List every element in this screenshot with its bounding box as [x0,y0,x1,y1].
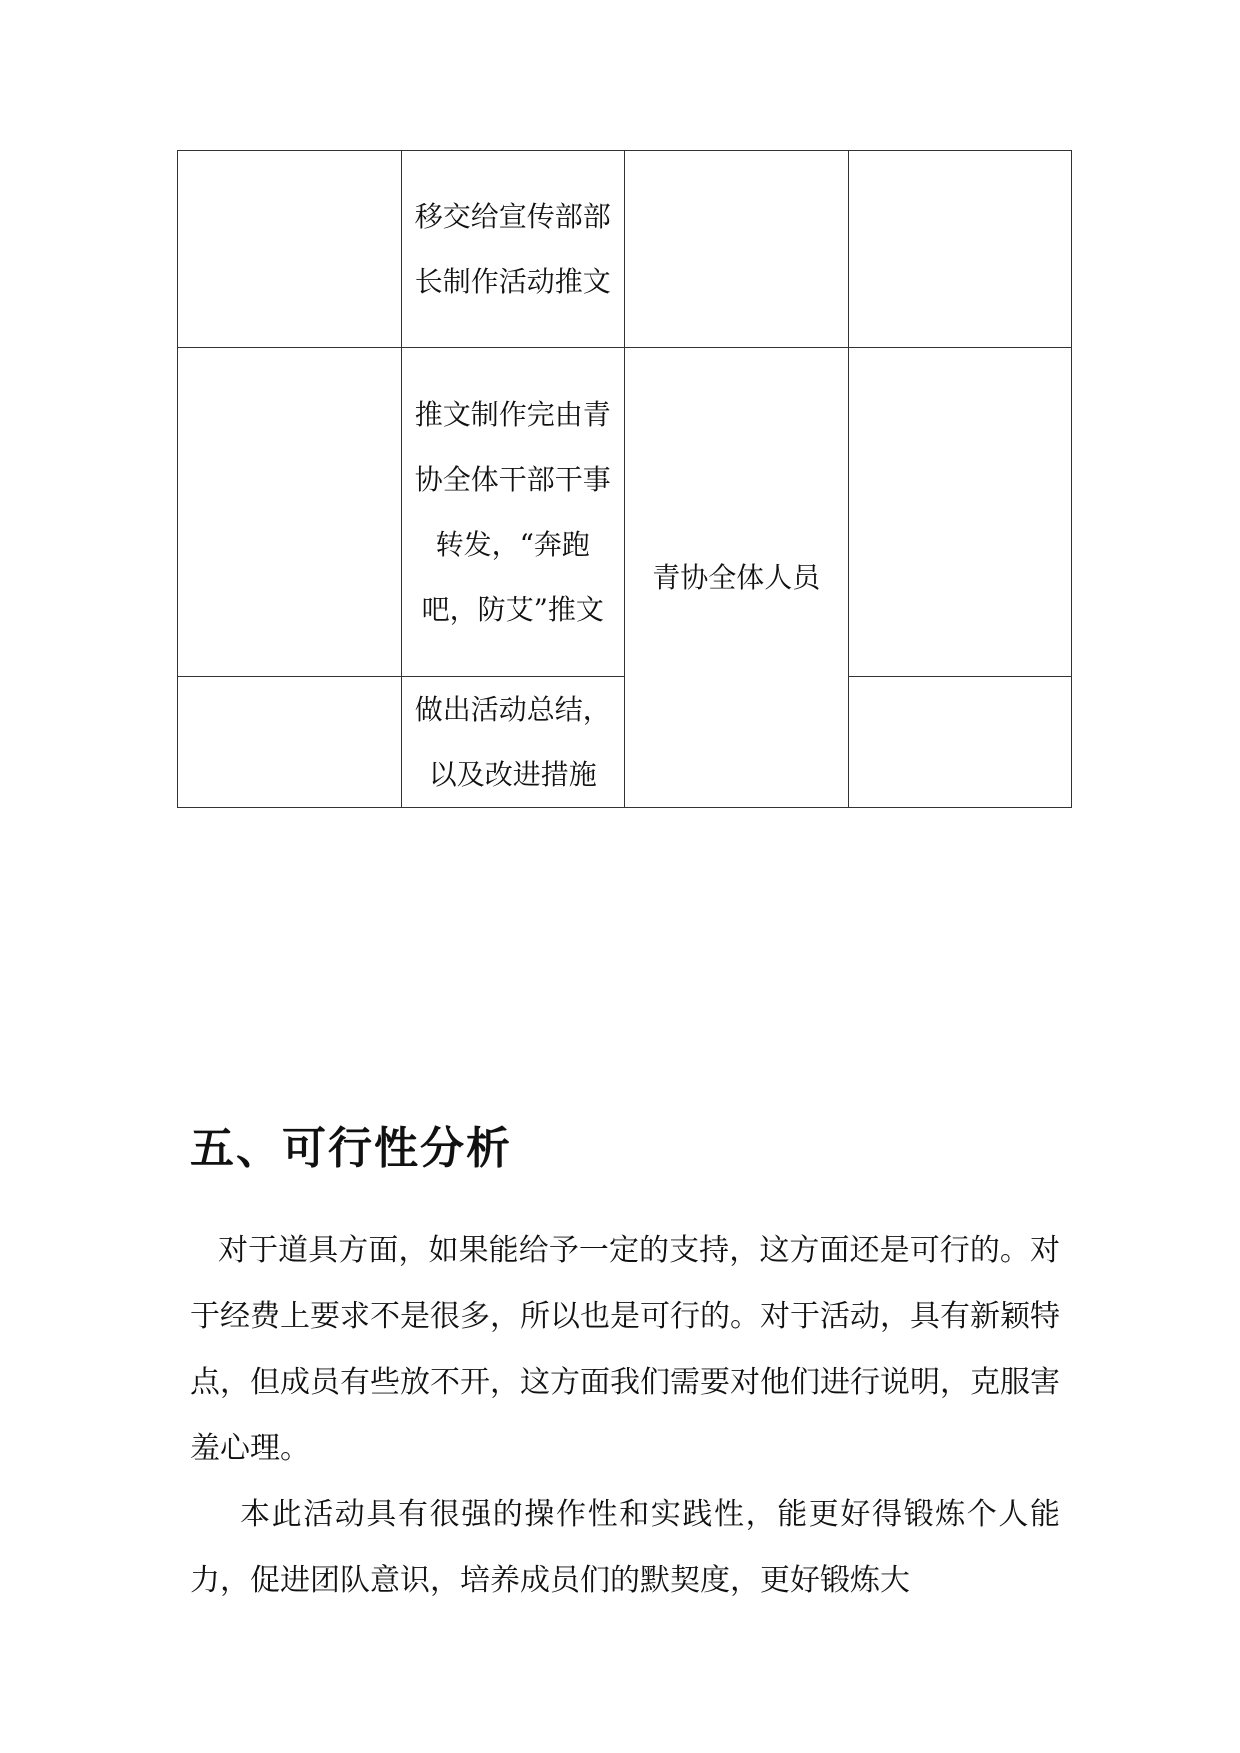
table-cell-step: 推文制作完由青协全体干部干事转发，“奔跑吧，防艾”推文 [401,348,625,677]
table-row [178,348,1072,677]
table-cell-staff-merged: 青协全体人员 [625,348,849,808]
section-heading: 五、可行性分析 [190,1123,512,1174]
activity-plan-table [177,150,1072,808]
feasibility-paragraph-2: 本此活动具有很强的操作性和实践性，能更好得锻炼个人能力，促进团队意识，培养成员们的默契度，更好锻炼大 [190,1497,1060,1598]
table-row [178,151,1072,348]
table-cell-step: 移交给宣传部部长制作活动推文 [401,151,625,348]
table-cell-step: 做出活动总结，以及改进措施 [401,677,625,808]
feasibility-paragraph-1: 对于道具方面，如果能给予一定的支持，这方面还是可行的。对于经费上要求不是很多，所以也是可行的。对于活动，具有新颖特点，但成员有些放不开，这方面我们需要对他们进行说明，克服害羞心理。 [190,1233,1060,1466]
table-cell-notes [848,348,1072,677]
table-cell-notes [848,677,1072,808]
table-cell-staff [625,151,849,348]
table-cell-empty [178,151,402,348]
table-cell-empty [178,348,402,677]
table-cell-notes [848,151,1072,348]
table-cell-empty [178,677,402,808]
